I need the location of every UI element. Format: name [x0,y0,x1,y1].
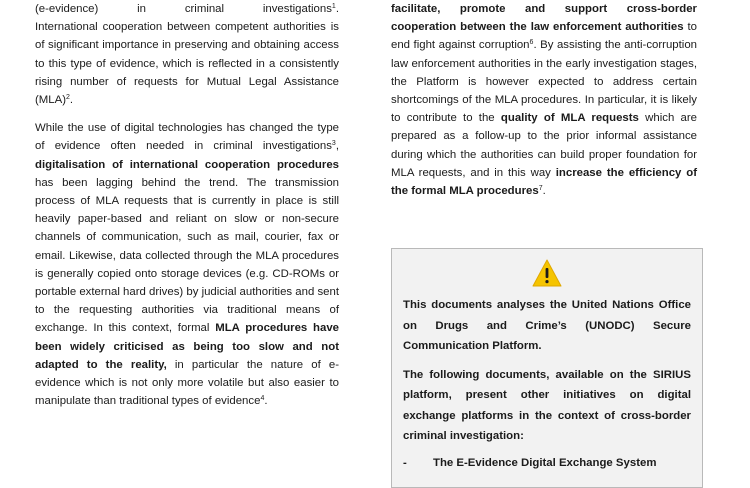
bold-text: quality of MLA requests [500,112,639,125]
footnote-marker[interactable]: 4 [260,395,265,403]
callout-text: This documents analyses the United Nations Office on Drugs and Crime’s (UNODC) Secure Communication Platform. [403,299,691,352]
paragraph-platform: facilitate, promote and support cross-border cooperation between the law enforcement authorities to end fight against corruption$^6$. By assisting the anti-corruption law enforcement authorities in the early investigation stages, the Platform is however expected to address certain shortcomings of the MLA procedures. In particular, it is likely to contribute to the quality of MLA requests which are prepared as a follow-up to the prior informal assistance during which the authorities can build proper foundation for MLA requests, and in this way increase the efficiency of the formal MLA procedures$^7$. [391,3,697,198]
bold-text: digitalisation of international cooperation procedures [35,158,339,171]
footnote-marker[interactable]: 1 [331,3,336,10]
paragraph-mla-intro: (e-evidence) in criminal investigations$^1$. International cooperation between competent authorities is of significant importance in preserving and obtaining access to this type of evidence, which is reflected in a consistently rising number of requests for Mutual Legal Assistance (MLA)$^2$. [35,0,339,109]
list-bullet: - [403,456,407,469]
text: criminal [184,3,225,15]
text-with-footnote: investigations$^1$. [262,3,339,15]
warning-icon [532,259,562,287]
footnote-marker[interactable]: 2 [66,94,70,102]
bold-text: MLA procedures have been widely criticised as being too slow and not adapted to the reality, [35,322,339,371]
info-callout-box [391,248,703,488]
callout-list [403,453,691,474]
text: in [137,3,146,15]
footnote-marker[interactable]: 7 [538,185,543,193]
text: International cooperation between competent authorities is of significant importance in preserving and obtaining access to this type of evidence, which is reflected in a consistently rising number of requests for Mutual Legal Assistance (MLA) [35,21,339,107]
footnote-marker[interactable]: 6 [529,39,534,47]
callout-text: The following documents, available on the SIRIUS platform, present other initiatives on digital exchange platforms in the context of cross-border criminal investigation: [403,368,691,442]
list-item-text[interactable]: The E-Evidence Digital Exchange System [433,456,657,469]
left-column [35,0,339,410]
bold-text: increase the efficiency of the formal MLA procedures [391,166,697,198]
right-column [391,0,697,200]
paragraph-digitalisation: While the use of digital technologies has changed the type of evidence often needed in criminal investigations$^3$, digitalisation of international cooperation procedures has been lagging behind the trend. The transmission process of MLA requests that is currently in place is still heavily paper-based and reliant on slow or non-secure channels of communication, such as mail, courier, fax or email. Likewise, data collected through the MLA procedures is generally copied onto storage devices (e.g. CD-ROMs or portable external hard drives) by judicial authorities and sent to the requesting authorities via traditional means of exchange. In this context, formal MLA procedures have been widely criticised as being too slow and not adapted to the reality, in particular the nature of e-evidence which is not only more volatile but also easier to manipulate than traditional types of evidence$^4$. [35,122,339,408]
list-item [403,453,691,474]
bold-text: facilitate, promote and support cross-border cooperation between the law enforcement authorities [391,3,697,34]
text: (e-evidence) [35,3,99,15]
footnote-marker[interactable]: 3 [331,140,336,148]
